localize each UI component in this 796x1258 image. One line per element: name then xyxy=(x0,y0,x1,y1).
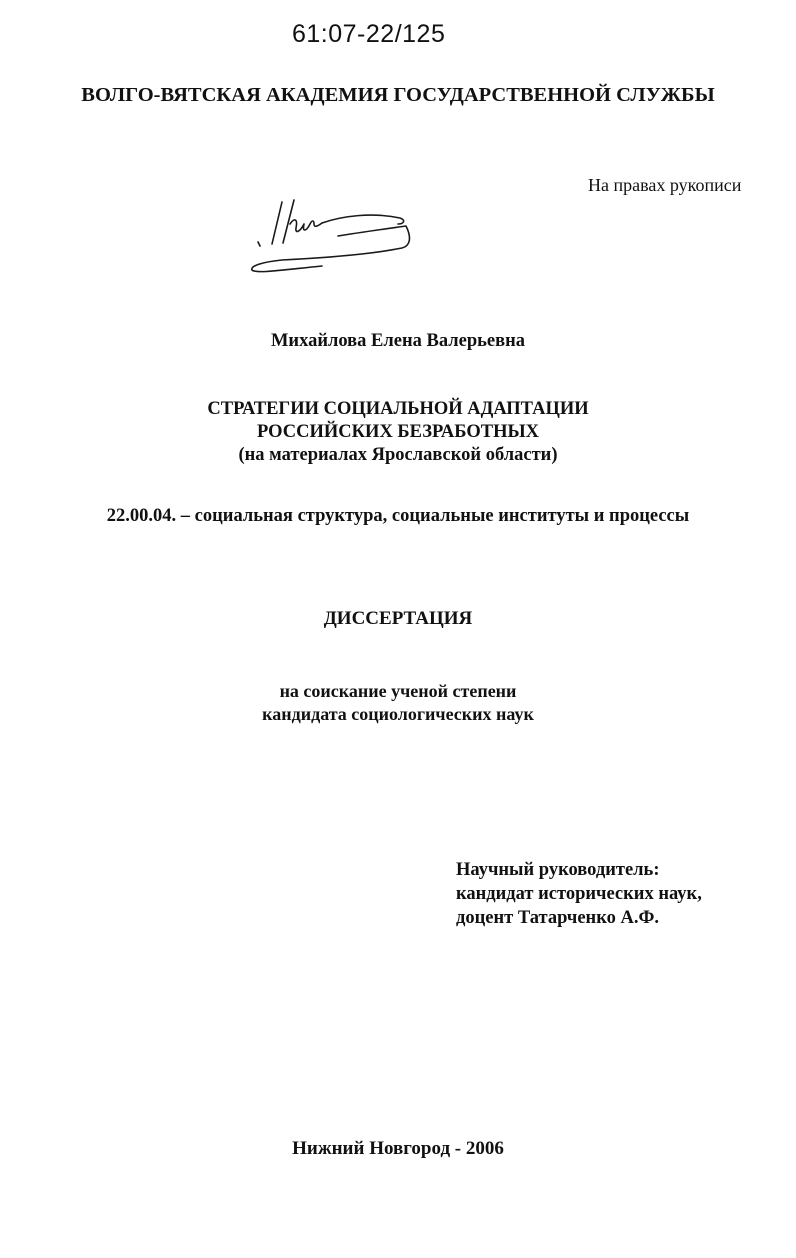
signature-icon xyxy=(242,196,417,276)
dissertation-title-line-2: РОССИЙСКИХ БЕЗРАБОТНЫХ xyxy=(256,422,540,442)
catalog-number: 61:07-22/125 xyxy=(292,20,446,48)
specialty-code: 22.00.04. – социальная структура, социальные институты и процессы xyxy=(106,506,690,526)
supervisor-name: доцент Татарченко А.Ф. xyxy=(456,908,659,928)
institution-name: ВОЛГО-ВЯТСКАЯ АКАДЕМИЯ ГОСУДАРСТВЕННОЙ СЛУЖБЫ xyxy=(81,84,715,106)
degree-line-1: на соискание ученой степени xyxy=(279,681,517,701)
supervisor-degree: кандидат исторических наук, xyxy=(456,884,702,904)
supervisor-label: Научный руководитель: xyxy=(456,860,660,880)
author-name: Михайлова Елена Валерьевна xyxy=(270,331,526,351)
dissertation-subtitle: (на материалах Ярославской области) xyxy=(238,445,558,465)
manuscript-note: На правах рукописи xyxy=(588,175,742,195)
document-type: ДИССЕРТАЦИЯ xyxy=(323,608,473,629)
degree-line-2: кандидата социологических наук xyxy=(262,704,534,724)
city-year: Нижний Новгород - 2006 xyxy=(292,1138,504,1159)
dissertation-title-line-1: СТРАТЕГИИ СОЦИАЛЬНОЙ АДАПТАЦИИ xyxy=(207,399,589,419)
